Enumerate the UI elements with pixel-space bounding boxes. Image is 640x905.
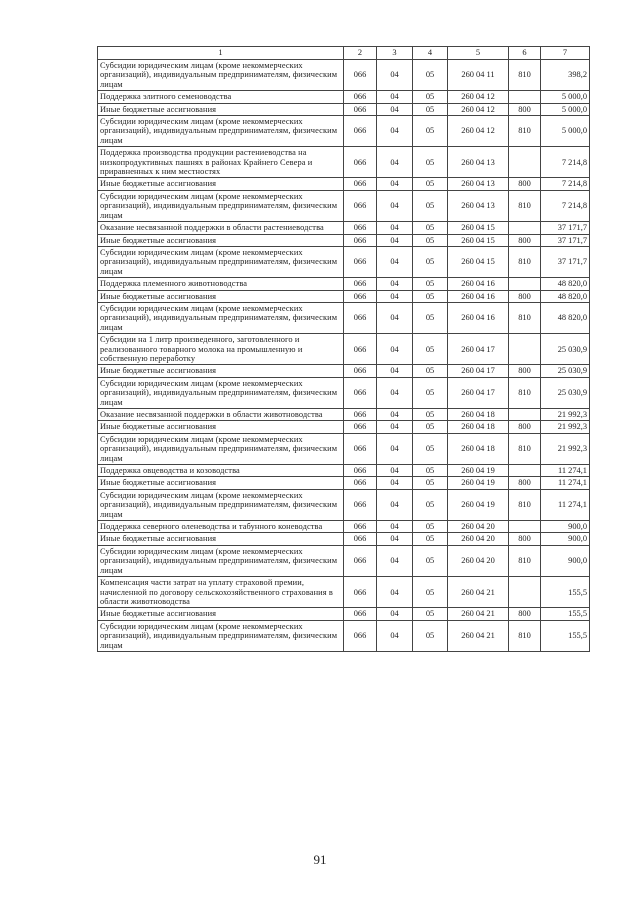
subsection-code-cell: 05 (413, 377, 448, 408)
admin-code-cell: 066 (344, 465, 377, 477)
table-row (98, 103, 590, 115)
amount-cell: 25 030,9 (541, 365, 590, 377)
admin-code-cell: 066 (344, 91, 377, 103)
admin-code-cell: 066 (344, 477, 377, 489)
amount-cell: 900,0 (541, 521, 590, 533)
subsection-code-cell: 05 (413, 421, 448, 433)
admin-code-cell: 066 (344, 290, 377, 302)
target-code-cell: 260 04 19 (448, 477, 509, 489)
amount-cell: 37 171,7 (541, 234, 590, 246)
subsection-code-cell: 05 (413, 533, 448, 545)
column-header: 6 (509, 47, 541, 60)
expense-type-code-cell (509, 222, 541, 234)
amount-cell: 7 214,8 (541, 190, 590, 221)
subsection-code-cell: 05 (413, 489, 448, 520)
amount-cell: 7 214,8 (541, 147, 590, 178)
row-name-cell: Иные бюджетные ассигнования (98, 365, 344, 377)
table-row (98, 477, 590, 489)
expense-type-code-cell (509, 278, 541, 290)
row-name-cell: Оказание несвязанной поддержки в области растениеводства (98, 222, 344, 234)
row-name-cell: Субсидии юридическим лицам (кроме некоммерческих организаций), индивидуальным предпринимателям, физическим лицам (98, 190, 344, 221)
column-header: 2 (344, 47, 377, 60)
target-code-cell: 260 04 12 (448, 116, 509, 147)
expense-type-code-cell: 810 (509, 60, 541, 91)
section-code-cell: 04 (377, 521, 413, 533)
row-name-cell: Иные бюджетные ассигнования (98, 421, 344, 433)
section-code-cell: 04 (377, 190, 413, 221)
section-code-cell: 04 (377, 365, 413, 377)
target-code-cell: 260 04 13 (448, 190, 509, 221)
admin-code-cell: 066 (344, 190, 377, 221)
subsection-code-cell: 05 (413, 234, 448, 246)
target-code-cell: 260 04 21 (448, 608, 509, 620)
subsection-code-cell: 05 (413, 620, 448, 651)
admin-code-cell: 066 (344, 222, 377, 234)
expense-type-code-cell: 810 (509, 489, 541, 520)
amount-cell: 11 274,1 (541, 477, 590, 489)
row-name-cell: Иные бюджетные ассигнования (98, 234, 344, 246)
admin-code-cell: 066 (344, 433, 377, 464)
row-name-cell: Поддержка овцеводства и козоводства (98, 465, 344, 477)
expense-type-code-cell (509, 465, 541, 477)
target-code-cell: 260 04 19 (448, 489, 509, 520)
expense-type-code-cell: 800 (509, 533, 541, 545)
expense-type-code-cell (509, 409, 541, 421)
section-code-cell: 04 (377, 608, 413, 620)
table-row (98, 147, 590, 178)
target-code-cell: 260 04 20 (448, 521, 509, 533)
row-name-cell: Поддержка северного оленеводства и табунного коневодства (98, 521, 344, 533)
expense-type-code-cell: 800 (509, 234, 541, 246)
admin-code-cell: 066 (344, 489, 377, 520)
section-code-cell: 04 (377, 533, 413, 545)
subsection-code-cell: 05 (413, 147, 448, 178)
target-code-cell: 260 04 18 (448, 409, 509, 421)
subsection-code-cell: 05 (413, 545, 448, 576)
section-code-cell: 04 (377, 409, 413, 421)
admin-code-cell: 066 (344, 178, 377, 190)
admin-code-cell: 066 (344, 278, 377, 290)
row-name-cell: Субсидии юридическим лицам (кроме некоммерческих организаций), индивидуальным предпринимателям, физическим лицам (98, 620, 344, 651)
section-code-cell: 04 (377, 290, 413, 302)
admin-code-cell: 066 (344, 545, 377, 576)
subsection-code-cell: 05 (413, 246, 448, 277)
row-name-cell: Иные бюджетные ассигнования (98, 178, 344, 190)
page-number: 91 (313, 852, 327, 867)
expense-type-code-cell: 800 (509, 477, 541, 489)
subsection-code-cell: 05 (413, 334, 448, 365)
table-row (98, 489, 590, 520)
subsection-code-cell: 05 (413, 116, 448, 147)
expense-type-code-cell: 800 (509, 290, 541, 302)
row-name-cell: Субсидии юридическим лицам (кроме некоммерческих организаций), индивидуальным предпринимателям, физическим лицам (98, 246, 344, 277)
row-name-cell: Оказание несвязанной поддержки в области животноводства (98, 409, 344, 421)
amount-cell: 155,5 (541, 577, 590, 608)
section-code-cell: 04 (377, 334, 413, 365)
row-name-cell: Иные бюджетные ассигнования (98, 477, 344, 489)
row-name-cell: Субсидии юридическим лицам (кроме некоммерческих организаций), индивидуальным предпринимателям, физическим лицам (98, 377, 344, 408)
section-code-cell: 04 (377, 465, 413, 477)
amount-cell: 11 274,1 (541, 465, 590, 477)
section-code-cell: 04 (377, 421, 413, 433)
amount-cell: 48 820,0 (541, 290, 590, 302)
admin-code-cell: 066 (344, 620, 377, 651)
table-row (98, 433, 590, 464)
target-code-cell: 260 04 18 (448, 433, 509, 464)
table-row (98, 608, 590, 620)
row-name-cell: Поддержка производства продукции растениеводства на низкопродуктивных пашнях в районах Крайнего Севера и приравненных к ним местностях (98, 147, 344, 178)
amount-cell: 48 820,0 (541, 302, 590, 333)
amount-cell: 21 992,3 (541, 409, 590, 421)
admin-code-cell: 066 (344, 521, 377, 533)
amount-cell: 11 274,1 (541, 489, 590, 520)
admin-code-cell: 066 (344, 533, 377, 545)
table-row (98, 421, 590, 433)
admin-code-cell: 066 (344, 147, 377, 178)
section-code-cell: 04 (377, 91, 413, 103)
amount-cell: 48 820,0 (541, 278, 590, 290)
target-code-cell: 260 04 19 (448, 465, 509, 477)
expense-type-code-cell: 810 (509, 302, 541, 333)
expense-type-code-cell: 800 (509, 365, 541, 377)
expense-type-code-cell: 810 (509, 246, 541, 277)
table-row (98, 533, 590, 545)
row-name-cell: Иные бюджетные ассигнования (98, 533, 344, 545)
section-code-cell: 04 (377, 620, 413, 651)
section-code-cell: 04 (377, 489, 413, 520)
row-name-cell: Субсидии юридическим лицам (кроме некоммерческих организаций), индивидуальным предпринимателям, физическим лицам (98, 433, 344, 464)
target-code-cell: 260 04 12 (448, 91, 509, 103)
row-name-cell: Субсидии юридическим лицам (кроме некоммерческих организаций), индивидуальным предпринимателям, физическим лицам (98, 545, 344, 576)
expense-type-code-cell: 810 (509, 433, 541, 464)
table-row (98, 234, 590, 246)
subsection-code-cell: 05 (413, 178, 448, 190)
target-code-cell: 260 04 17 (448, 377, 509, 408)
section-code-cell: 04 (377, 234, 413, 246)
target-code-cell: 260 04 15 (448, 222, 509, 234)
amount-cell: 21 992,3 (541, 433, 590, 464)
table-row (98, 178, 590, 190)
subsection-code-cell: 05 (413, 60, 448, 91)
expense-type-code-cell (509, 91, 541, 103)
admin-code-cell: 066 (344, 409, 377, 421)
section-code-cell: 04 (377, 116, 413, 147)
admin-code-cell: 066 (344, 60, 377, 91)
table-row (98, 278, 590, 290)
amount-cell: 7 214,8 (541, 178, 590, 190)
table-row (98, 577, 590, 608)
admin-code-cell: 066 (344, 608, 377, 620)
amount-cell: 25 030,9 (541, 334, 590, 365)
row-name-cell: Субсидии на 1 литр произведенного, заготовленного и реализованного товарного молока на промышленную и собственную переработку (98, 334, 344, 365)
target-code-cell: 260 04 16 (448, 290, 509, 302)
table-row (98, 545, 590, 576)
admin-code-cell: 066 (344, 116, 377, 147)
expense-type-code-cell: 800 (509, 103, 541, 115)
subsection-code-cell: 05 (413, 190, 448, 221)
table-row (98, 620, 590, 651)
section-code-cell: 04 (377, 278, 413, 290)
expense-type-code-cell: 810 (509, 545, 541, 576)
subsection-code-cell: 05 (413, 302, 448, 333)
amount-cell: 900,0 (541, 545, 590, 576)
subsection-code-cell: 05 (413, 222, 448, 234)
table-row (98, 116, 590, 147)
expense-type-code-cell (509, 521, 541, 533)
target-code-cell: 260 04 15 (448, 246, 509, 277)
amount-cell: 5 000,0 (541, 116, 590, 147)
target-code-cell: 260 04 12 (448, 103, 509, 115)
row-name-cell: Поддержка элитного семеноводства (98, 91, 344, 103)
section-code-cell: 04 (377, 377, 413, 408)
target-code-cell: 260 04 20 (448, 545, 509, 576)
row-name-cell: Иные бюджетные ассигнования (98, 608, 344, 620)
row-name-cell: Субсидии юридическим лицам (кроме некоммерческих организаций), индивидуальным предпринимателям, физическим лицам (98, 116, 344, 147)
subsection-code-cell: 05 (413, 521, 448, 533)
expense-type-code-cell (509, 334, 541, 365)
amount-cell: 5 000,0 (541, 91, 590, 103)
table-row (98, 290, 590, 302)
subsection-code-cell: 05 (413, 608, 448, 620)
target-code-cell: 260 04 13 (448, 147, 509, 178)
admin-code-cell: 066 (344, 377, 377, 408)
target-code-cell: 260 04 11 (448, 60, 509, 91)
amount-cell: 900,0 (541, 533, 590, 545)
column-header: 5 (448, 47, 509, 60)
expense-type-code-cell: 800 (509, 178, 541, 190)
expense-type-code-cell (509, 577, 541, 608)
section-code-cell: 04 (377, 222, 413, 234)
expense-type-code-cell (509, 147, 541, 178)
amount-cell: 21 992,3 (541, 421, 590, 433)
budget-table (97, 46, 590, 652)
admin-code-cell: 066 (344, 365, 377, 377)
section-code-cell: 04 (377, 60, 413, 91)
amount-cell: 155,5 (541, 608, 590, 620)
section-code-cell: 04 (377, 302, 413, 333)
row-name-cell: Компенсация части затрат на уплату страховой премии, начисленной по договору сельскохозяйственного страхования в области животноводства (98, 577, 344, 608)
table-row (98, 246, 590, 277)
target-code-cell: 260 04 21 (448, 577, 509, 608)
target-code-cell: 260 04 18 (448, 421, 509, 433)
column-header: 7 (541, 47, 590, 60)
table-row (98, 334, 590, 365)
subsection-code-cell: 05 (413, 433, 448, 464)
table-row (98, 409, 590, 421)
amount-cell: 155,5 (541, 620, 590, 651)
subsection-code-cell: 05 (413, 290, 448, 302)
amount-cell: 398,2 (541, 60, 590, 91)
target-code-cell: 260 04 21 (448, 620, 509, 651)
subsection-code-cell: 05 (413, 465, 448, 477)
expense-type-code-cell: 800 (509, 421, 541, 433)
table-body (98, 47, 590, 652)
table-row (98, 302, 590, 333)
column-header: 4 (413, 47, 448, 60)
admin-code-cell: 066 (344, 334, 377, 365)
section-code-cell: 04 (377, 477, 413, 489)
target-code-cell: 260 04 16 (448, 278, 509, 290)
row-name-cell: Субсидии юридическим лицам (кроме некоммерческих организаций), индивидуальным предпринимателям, физическим лицам (98, 60, 344, 91)
expense-type-code-cell: 810 (509, 620, 541, 651)
header-row (98, 47, 590, 60)
table-row (98, 91, 590, 103)
admin-code-cell: 066 (344, 103, 377, 115)
column-header: 3 (377, 47, 413, 60)
section-code-cell: 04 (377, 577, 413, 608)
amount-cell: 5 000,0 (541, 103, 590, 115)
subsection-code-cell: 05 (413, 477, 448, 489)
expense-type-code-cell: 810 (509, 116, 541, 147)
section-code-cell: 04 (377, 103, 413, 115)
target-code-cell: 260 04 15 (448, 234, 509, 246)
admin-code-cell: 066 (344, 421, 377, 433)
subsection-code-cell: 05 (413, 577, 448, 608)
section-code-cell: 04 (377, 246, 413, 277)
admin-code-cell: 066 (344, 234, 377, 246)
section-code-cell: 04 (377, 433, 413, 464)
target-code-cell: 260 04 17 (448, 334, 509, 365)
subsection-code-cell: 05 (413, 365, 448, 377)
admin-code-cell: 066 (344, 302, 377, 333)
subsection-code-cell: 05 (413, 91, 448, 103)
table-row (98, 60, 590, 91)
row-name-cell: Поддержка племенного животноводства (98, 278, 344, 290)
expense-type-code-cell: 810 (509, 377, 541, 408)
section-code-cell: 04 (377, 178, 413, 190)
row-name-cell: Иные бюджетные ассигнования (98, 103, 344, 115)
amount-cell: 25 030,9 (541, 377, 590, 408)
row-name-cell: Субсидии юридическим лицам (кроме некоммерческих организаций), индивидуальным предпринимателям, физическим лицам (98, 302, 344, 333)
target-code-cell: 260 04 16 (448, 302, 509, 333)
admin-code-cell: 066 (344, 246, 377, 277)
table-row (98, 465, 590, 477)
table-row (98, 377, 590, 408)
subsection-code-cell: 05 (413, 103, 448, 115)
row-name-cell: Субсидии юридическим лицам (кроме некоммерческих организаций), индивидуальным предпринимателям, физическим лицам (98, 489, 344, 520)
expense-type-code-cell: 810 (509, 190, 541, 221)
admin-code-cell: 066 (344, 577, 377, 608)
amount-cell: 37 171,7 (541, 246, 590, 277)
table-row (98, 190, 590, 221)
row-name-cell: Иные бюджетные ассигнования (98, 290, 344, 302)
target-code-cell: 260 04 20 (448, 533, 509, 545)
amount-cell: 37 171,7 (541, 222, 590, 234)
subsection-code-cell: 05 (413, 278, 448, 290)
table-row (98, 222, 590, 234)
section-code-cell: 04 (377, 545, 413, 576)
column-header: 1 (98, 47, 344, 60)
section-code-cell: 04 (377, 147, 413, 178)
target-code-cell: 260 04 13 (448, 178, 509, 190)
subsection-code-cell: 05 (413, 409, 448, 421)
expense-type-code-cell: 800 (509, 608, 541, 620)
table-row (98, 365, 590, 377)
target-code-cell: 260 04 17 (448, 365, 509, 377)
table-row (98, 521, 590, 533)
